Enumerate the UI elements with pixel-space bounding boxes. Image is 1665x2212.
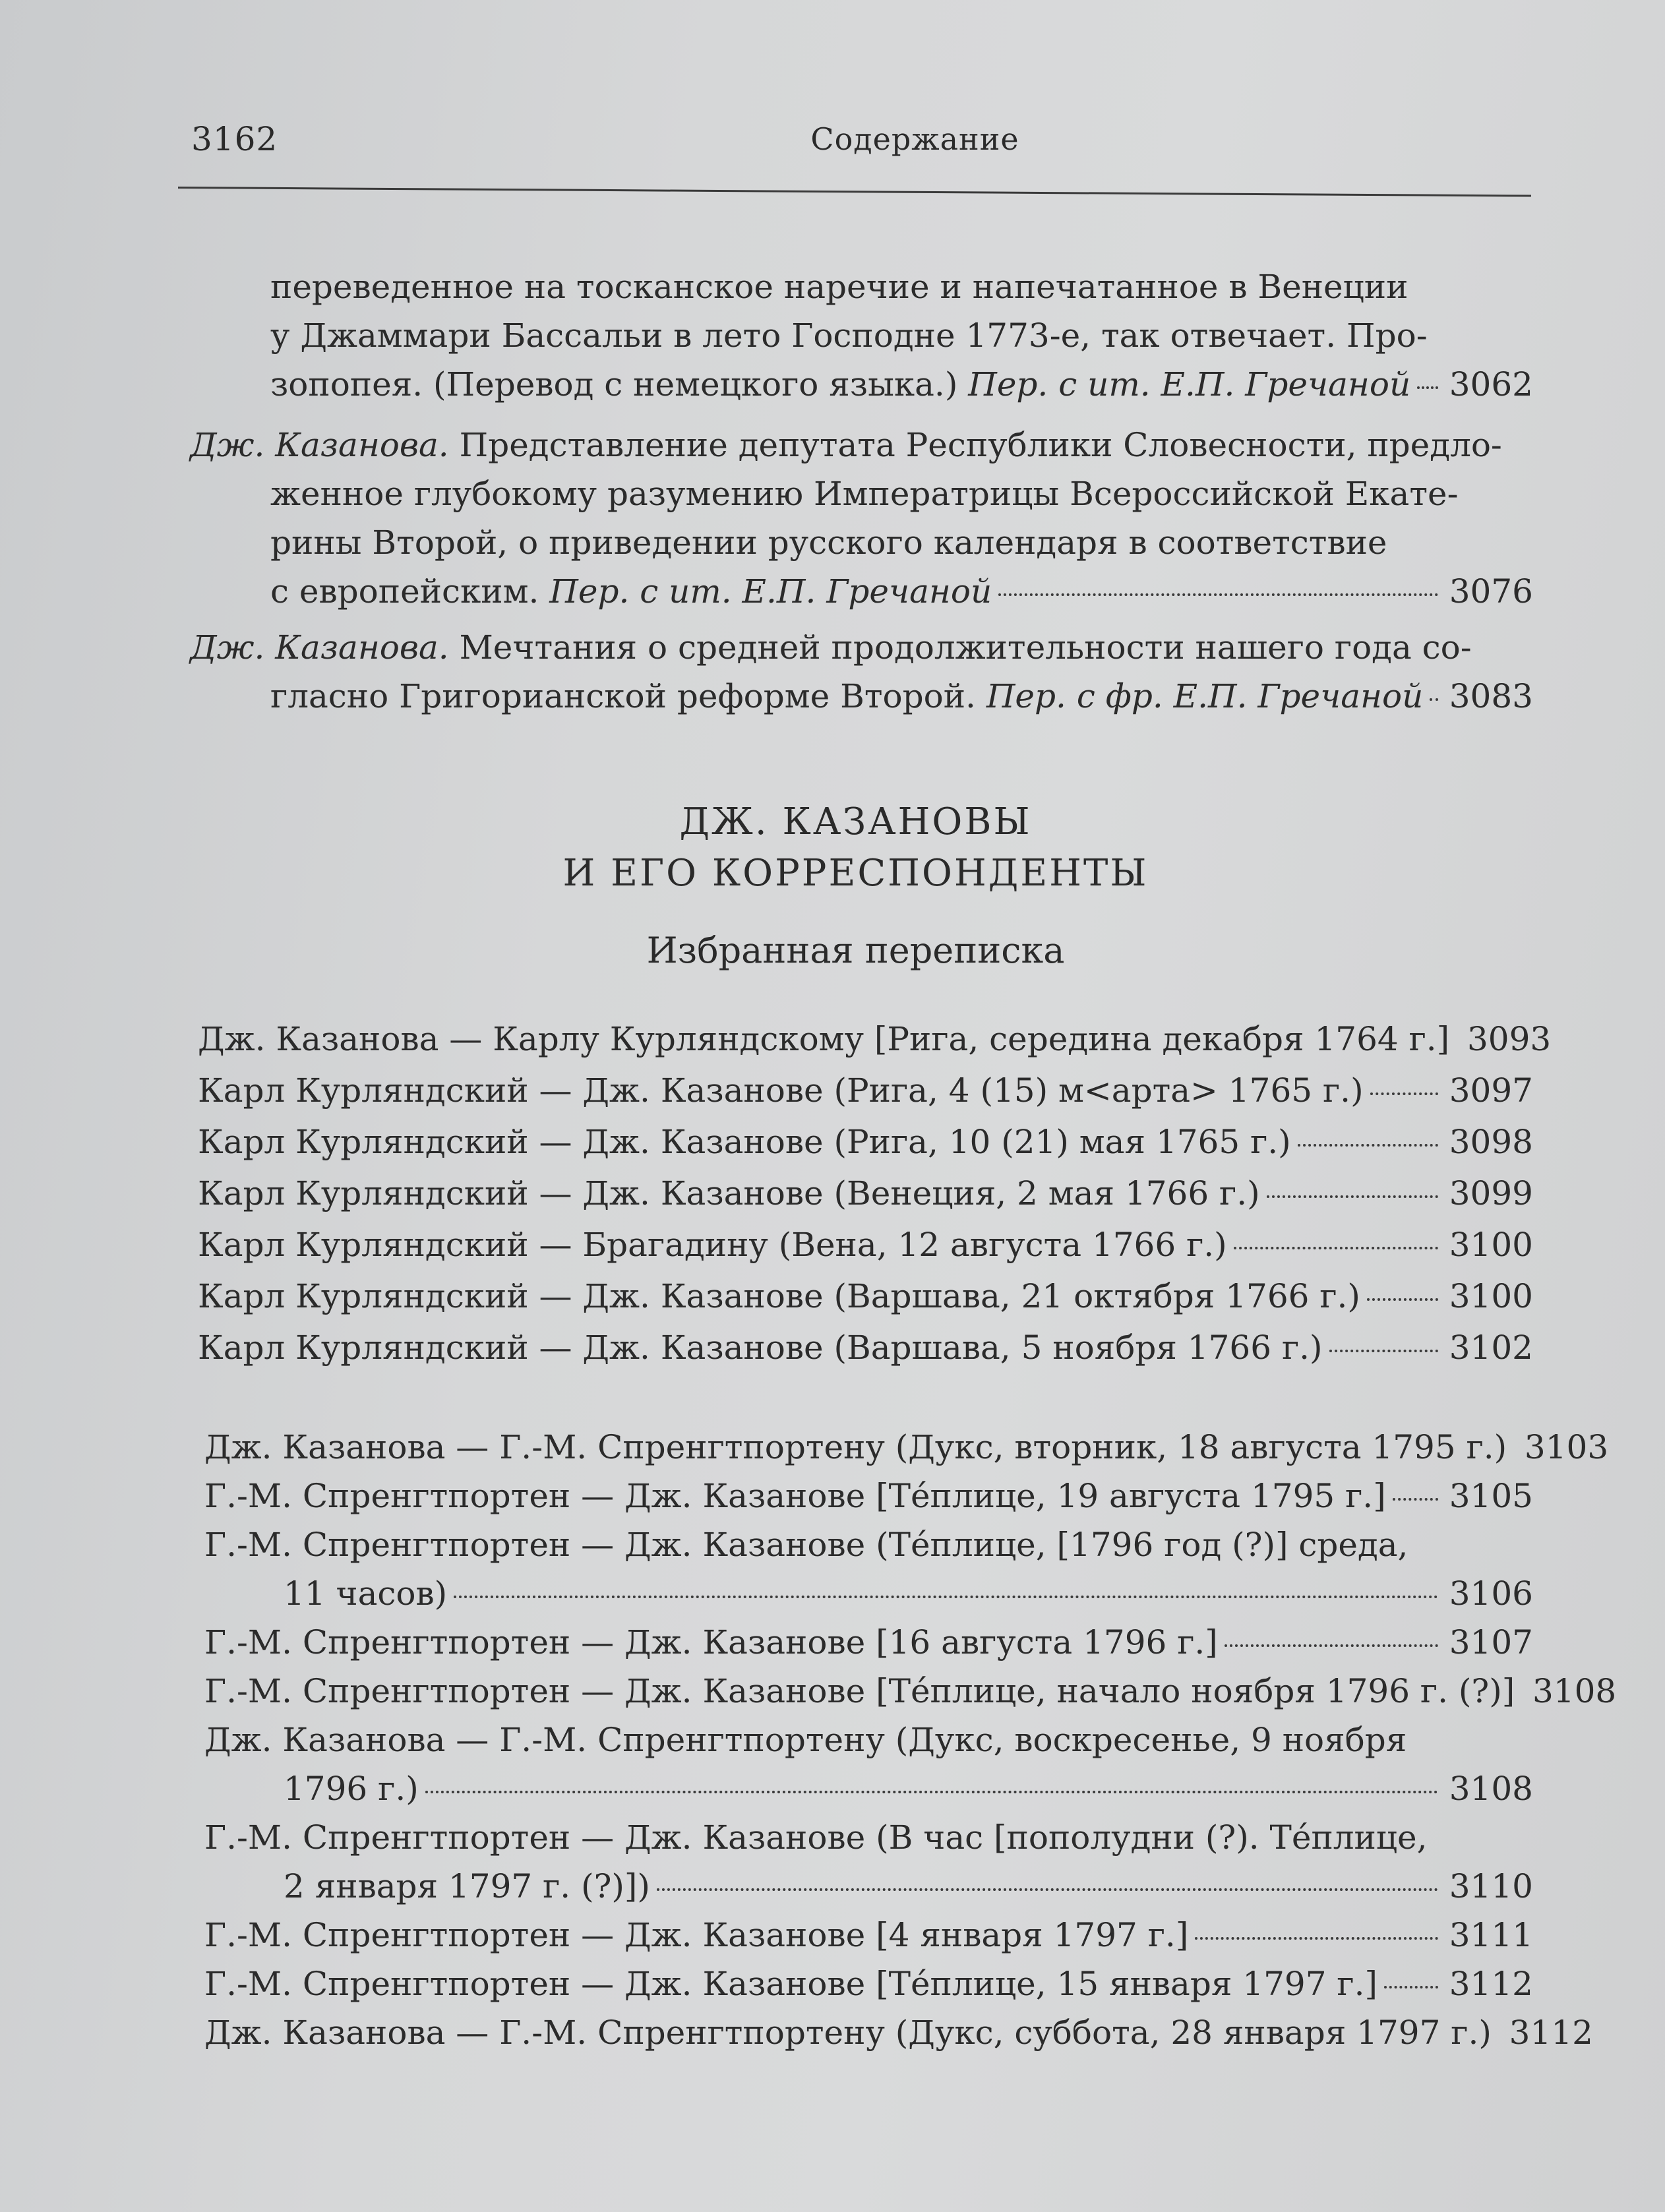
leader-dots	[1298, 1144, 1438, 1147]
section-title-line: И ЕГО КОРРЕСПОНДЕНТЫ	[562, 852, 1149, 895]
toc-entry-dreams	[190, 623, 1533, 721]
toc-entry-prosopopeia	[270, 262, 1533, 409]
page-ref: 3103	[1524, 1428, 1609, 1466]
toc-entry	[204, 1667, 1617, 1716]
page-ref: 3111	[1449, 1916, 1533, 1954]
entry-line: переведенное на тосканское наречие и напечатанное в Венеции	[270, 268, 1408, 306]
author: Дж. Казанова.	[190, 426, 449, 464]
entry-text: Дж. Казанова — Г.-М. Спренгтпортену (Дукс, вторник, 18 августа 1795 г.)	[204, 1428, 1507, 1466]
leader-dots	[1225, 1644, 1438, 1647]
page-ref: 3076	[1449, 572, 1533, 611]
leader-dots	[1430, 698, 1438, 701]
author: Дж. Казанова.	[190, 628, 449, 667]
page-header	[178, 120, 1533, 173]
toc-entry	[198, 1270, 1533, 1322]
entry-text: Г.-М. Спренгтпортен — Дж. Казанове [Те́плице, 19 августа 1795 г.]	[204, 1477, 1386, 1515]
page-number: 3162	[191, 120, 278, 158]
entry-text: Представление депутата Республики Словесности, предло-	[448, 426, 1502, 464]
section-title-line: ДЖ. КАЗАНОВЫ	[679, 800, 1032, 843]
page-ref: 3083	[1449, 677, 1533, 715]
entry-line: Г.-М. Спренгтпортен — Дж. Казанове (Те́плице, [1796 год (?)] среда,	[204, 1526, 1408, 1564]
toc-entry	[198, 1219, 1533, 1270]
toc-entry	[198, 1322, 1533, 1373]
leader-dots	[1329, 1350, 1438, 1352]
entry-text: Карл Курляндский — Дж. Казанове (Рига, 10 (21) мая 1765 г.)	[198, 1123, 1291, 1161]
entry-last-line	[270, 672, 1533, 721]
entry-line: Г.-М. Спренгтпортен — Дж. Казанове (В час [пополудни (?). Те́плице,	[204, 1818, 1428, 1857]
page-ref: 3108	[1449, 1770, 1533, 1808]
page-ref: 3106	[1449, 1574, 1533, 1613]
entry-line: Дж. Казанова — Г.-М. Спренгтпортену (Дукс, воскресенье, 9 ноября	[204, 1721, 1407, 1759]
page-ref: 3098	[1449, 1123, 1533, 1161]
page-ref: 3100	[1449, 1277, 1533, 1315]
leader-dots	[454, 1596, 1438, 1598]
page-ref: 3110	[1449, 1867, 1533, 1905]
leader-dots	[425, 1791, 1438, 1793]
entry-text: Г.-М. Спренгтпортен — Дж. Казанове [Те́плице, 15 января 1797 г.]	[204, 1965, 1378, 2003]
entry-text: Карл Курляндский — Дж. Казанове (Варшава, 21 октября 1766 г.)	[198, 1277, 1360, 1315]
entry-text: Карл Курляндский — Дж. Казанове (Варшава, 5 ноября 1766 г.)	[198, 1329, 1323, 1367]
entry-text: Дж. Казанова — Карлу Курляндскому [Рига, середина декабря 1764 г.]	[198, 1020, 1450, 1058]
leader-dots	[1267, 1195, 1438, 1198]
entry-text: Мечтания о средней продолжительности нашего года со-	[448, 628, 1472, 667]
section-title	[0, 796, 1665, 899]
leader-dots	[1384, 1986, 1438, 1988]
entry-text: Карл Курляндский — Брагадину (Вена, 12 августа 1766 г.)	[198, 1226, 1227, 1264]
entry-text: 11 часов)	[284, 1574, 448, 1613]
page-ref: 3100	[1449, 1226, 1533, 1264]
entry-line: женное глубокому разумению Императрицы Всероссийской Екате-	[270, 475, 1459, 513]
entry-text: Г.-М. Спренгтпортен — Дж. Казанове [Те́плице, начало ноября 1796 г. (?)]	[204, 1672, 1515, 1710]
entry-line: у Джаммари Бассальи в лето Господне 1773-е, так отвечает. Про-	[270, 316, 1428, 355]
entry-last-line	[270, 567, 1533, 616]
toc-entry	[198, 1116, 1533, 1168]
toc-entry	[204, 1472, 1533, 1520]
toc-entry	[204, 1423, 1609, 1472]
leader-dots	[998, 593, 1438, 596]
letters-group-1	[198, 1013, 1552, 1373]
leader-dots	[657, 1888, 1438, 1891]
letters-group-2	[204, 1423, 1617, 2057]
page-ref: 3105	[1449, 1477, 1533, 1515]
page-ref: 3108	[1532, 1672, 1617, 1710]
toc-entry	[198, 1168, 1533, 1219]
toc-entry-calendar	[190, 421, 1533, 616]
toc-entry	[204, 1862, 1533, 1911]
entry-text: Г.-М. Спренгтпортен — Дж. Казанове [4 января 1797 г.]	[204, 1916, 1189, 1954]
leader-dots	[1370, 1092, 1438, 1095]
page-ref: 3107	[1449, 1623, 1533, 1661]
entry-text: Карл Курляндский — Дж. Казанове (Венеция, 2 мая 1766 г.)	[198, 1174, 1260, 1212]
entry-text: Г.-М. Спренгтпортен — Дж. Казанове [16 августа 1796 г.]	[204, 1623, 1218, 1661]
toc-entry	[198, 1065, 1533, 1116]
section-subtitle: Избранная переписка	[646, 930, 1065, 971]
toc-entry	[204, 1618, 1533, 1667]
leader-dots	[1195, 1937, 1438, 1940]
page-ref: 3062	[1449, 365, 1533, 404]
toc-entry	[204, 1959, 1533, 2008]
entry-text: с европейским.	[270, 572, 550, 611]
entry-text: 2 января 1797 г. (?)])	[284, 1867, 650, 1905]
header-rule	[178, 187, 1531, 197]
entry-last-line	[270, 360, 1533, 409]
toc-entry	[204, 2008, 1593, 2057]
running-title: Содержание	[810, 121, 1019, 157]
translator: Пер. с ит. Е.П. Гречаной	[549, 572, 992, 611]
page-ref: 3112	[1509, 2014, 1593, 2052]
page-ref: 3097	[1449, 1071, 1533, 1110]
entry-text: зопопея. (Перевод с немецкого языка.)	[270, 365, 969, 404]
page-ref: 3112	[1449, 1965, 1533, 2003]
entry-text: Дж. Казанова — Г.-М. Спренгтпортену (Дукс, суббота, 28 января 1797 г.)	[204, 2014, 1492, 2052]
leader-dots	[1393, 1498, 1438, 1501]
page-ref: 3093	[1467, 1020, 1552, 1058]
leader-dots	[1234, 1247, 1438, 1249]
translator: Пер. с фр. Е.П. Гречаной	[986, 677, 1424, 715]
entry-text: гласно Григорианской реформе Второй.	[270, 677, 986, 715]
toc-entry	[198, 1013, 1552, 1065]
toc-entry	[204, 1911, 1533, 1959]
entry-line: рины Второй, о приведении русского календаря в соответствие	[270, 523, 1387, 562]
leader-dots	[1417, 386, 1438, 389]
toc-entry	[204, 1764, 1533, 1813]
entry-text: Карл Курляндский — Дж. Казанове (Рига, 4 (15) м<арта> 1765 г.)	[198, 1071, 1364, 1110]
translator: Пер. с ит. Е.П. Гречаной	[968, 365, 1411, 404]
page-ref: 3102	[1449, 1329, 1533, 1367]
leader-dots	[1367, 1298, 1438, 1301]
entry-text: 1796 г.)	[284, 1770, 419, 1808]
toc-entry	[204, 1569, 1533, 1618]
page-ref: 3099	[1449, 1174, 1533, 1212]
